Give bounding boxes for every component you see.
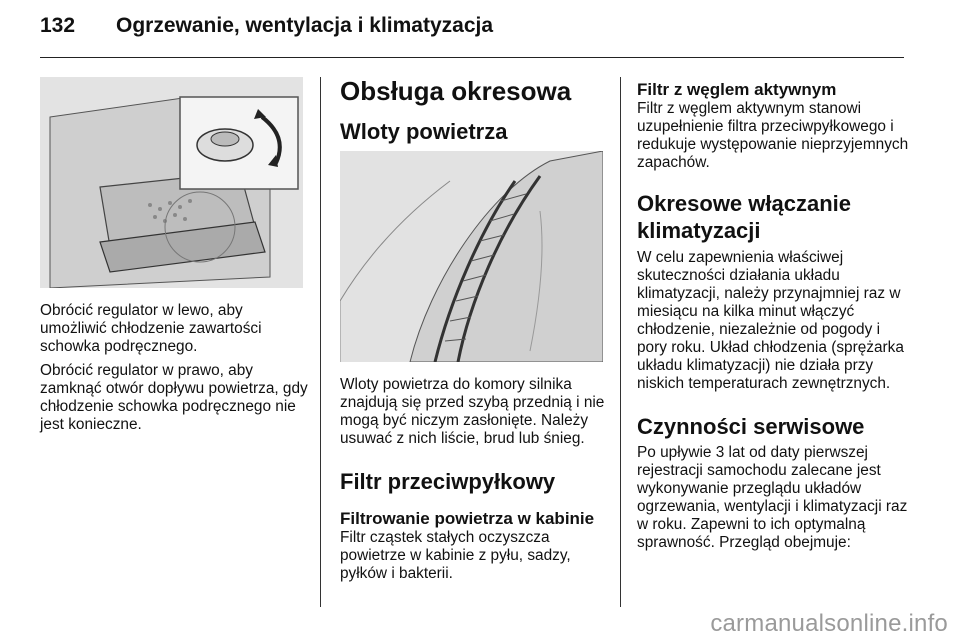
col1-text <box>40 302 310 434</box>
air-inlets-paragraph: Wloty powietrza do komory silnika znajdują się przed szybą przednią i nie mogą być niczym zasłonięte. Należy usuwać z nich liście, brud lub śnieg. <box>340 376 605 447</box>
service-heading: Czynności serwisowe <box>637 414 865 439</box>
carbon-filter-paragraph: Filtr z węglem aktywnym stanowi uzupełnienie filtra przeciwpyłkowego i redukuje występowanie nieprzyjemnych zapachów. <box>637 100 909 171</box>
col1-paragraph-1: Obrócić regulator w lewo, aby umożliwić chłodzenie zawartości schowka podręcznego. <box>40 302 262 355</box>
chapter-title: Ogrzewanie, wentylacja i klimatyzacja <box>116 14 494 37</box>
section-title: Obsługa okresowa <box>340 76 572 106</box>
col1-paragraph-2: Obrócić regulator w prawo, aby zamknąć otwór dopływu powietrza, gdy chłodzenie schowka podręcznego nie jest konieczne. <box>40 362 308 433</box>
filter-heading: Filtr przeciwpyłkowy <box>340 469 556 494</box>
header-rule <box>40 57 904 58</box>
ac-heading: Okresowe włączanie klimatyzacji <box>637 191 851 243</box>
ac-paragraph: W celu zapewnienia właściwej skuteczności działania układu klimatyzacji, należy przynajmniej raz w miesiącu na kilka minut włączyć chłodzenie, niezależnie od pogody i pory roku. Układ chłodzenia (sprężarka układu klimatyzacji) nie działa przy niskich temperaturach zewnętrznych. <box>637 249 904 392</box>
watermark: carmanualsonline.info <box>710 610 948 637</box>
air-inlets-icon <box>340 151 603 362</box>
glovebox-regulator-icon <box>40 77 303 288</box>
col2-headings <box>340 76 610 145</box>
col2-text <box>340 376 610 583</box>
air-inlets-illustration <box>340 151 603 362</box>
column-divider-1 <box>320 77 321 607</box>
subsection-title: Wloty powietrza <box>340 119 508 144</box>
glovebox-illustration <box>40 77 303 288</box>
carbon-filter-heading: Filtr z węglem aktywnym <box>637 80 837 99</box>
filter-subheading: Filtrowanie powietrza w kabinie <box>340 509 595 528</box>
col3-text <box>637 80 909 552</box>
page-number: 132 <box>40 14 76 37</box>
column-divider-2 <box>620 77 621 607</box>
filter-paragraph: Filtr cząstek stałych oczyszcza powietrze w kabinie z pyłu, sadzy, pyłków i bakterii. <box>340 529 571 582</box>
service-paragraph: Po upływie 3 lat od daty pierwszej rejestracji samochodu zalecane jest wykonywanie przeglądu układów ogrzewania, wentylacji i klimatyzacji raz w roku. Zapewni to ich optymalną sprawność. Przegląd obejmuje: <box>637 444 908 551</box>
